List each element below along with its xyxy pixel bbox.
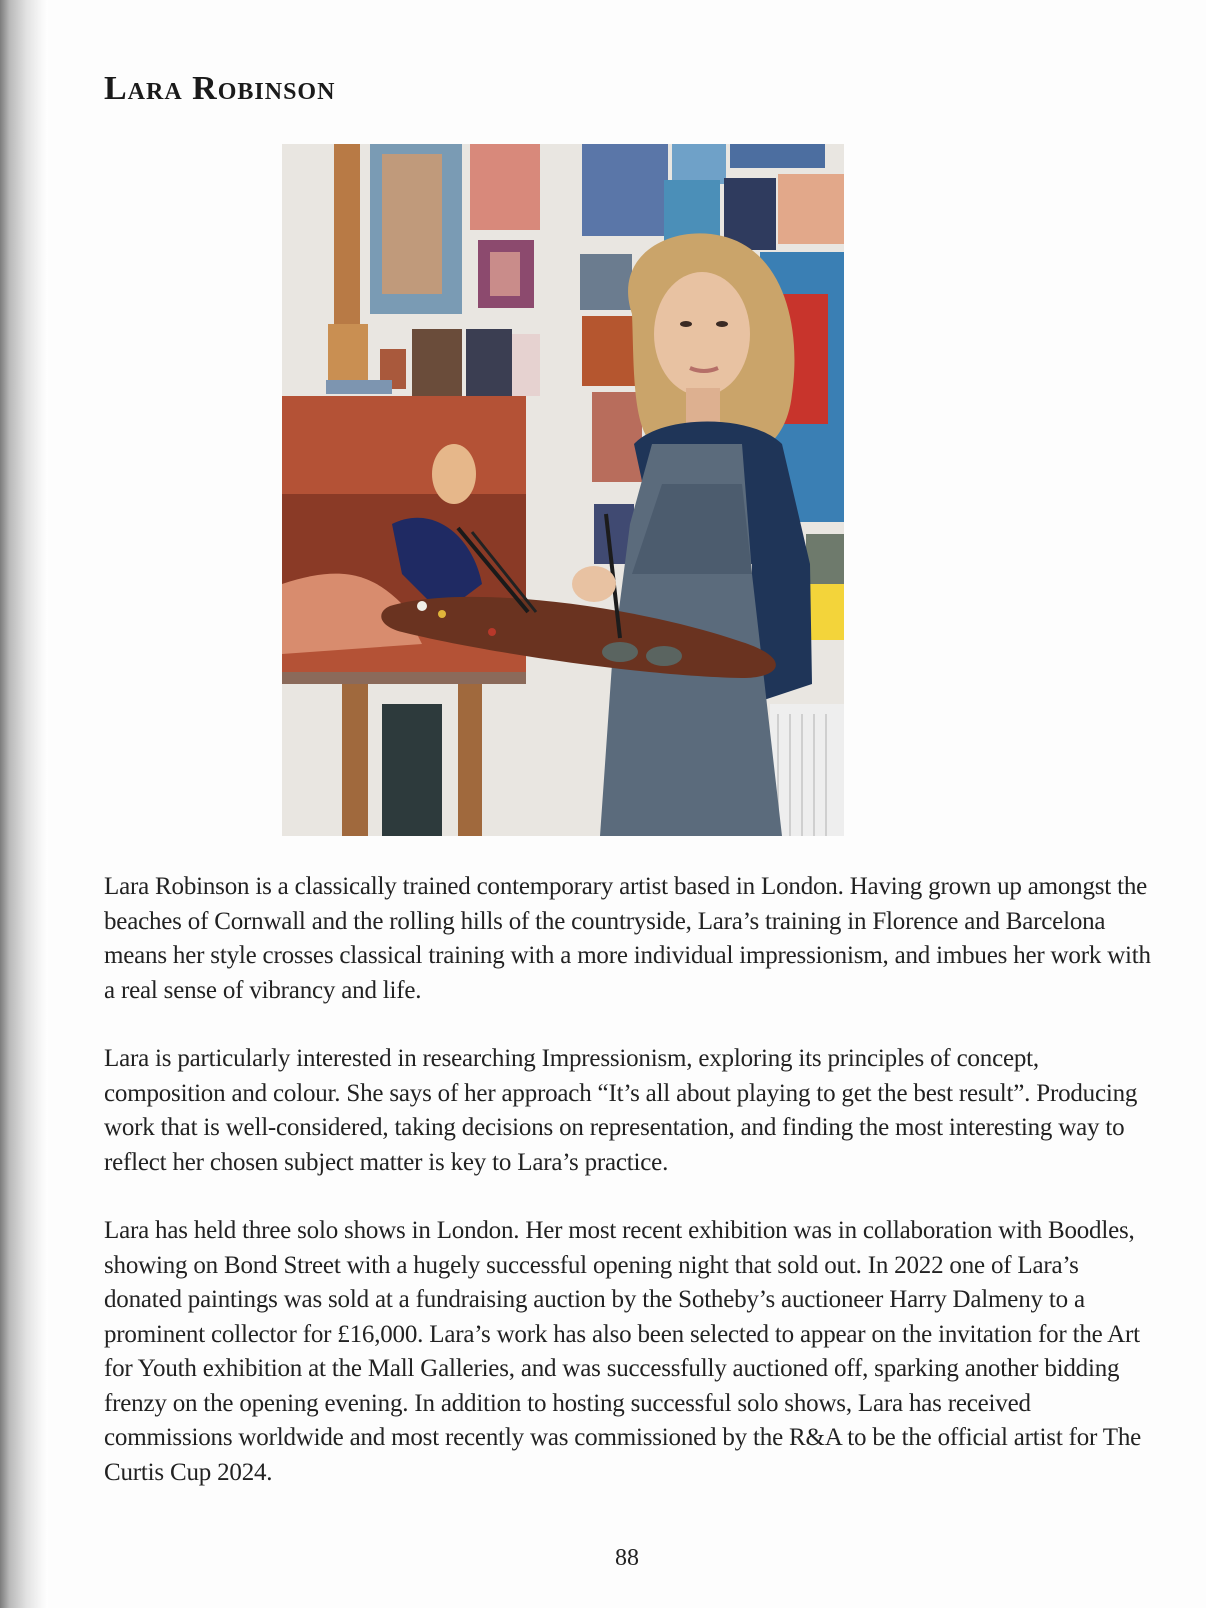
paragraph-intro: Lara Robinson is a classically trained contemporary artist based in London. Having grown up amongst the beaches of Cornwall and the rolling hills of the countryside, Lara’s training in Florence and Barcelona means her style crosses classical training with a more individual impressionism, and imbues her work with a real sense of vibrancy and life.	[104, 873, 1151, 1004]
document-page	[48, 0, 1206, 1608]
page-spine-shadow	[0, 0, 48, 1608]
body-text	[104, 870, 1154, 1524]
artist-portrait-photo	[282, 144, 844, 836]
page-number: 88	[615, 1545, 639, 1571]
page-title: Lara Robinson	[104, 70, 336, 107]
paragraph-approach: Lara is particularly interested in researching Impressionism, exploring its principles of concept, composition and colour. She says of her approach “It’s all about playing to get the best result”. Producing work that is well-considered, taking decisions on representation, and finding the most interesting way to reflect her chosen subject matter is key to Lara’s practice.	[104, 1045, 1138, 1176]
paragraph-exhibitions: Lara has held three solo shows in London. Her most recent exhibition was in collaboration with Boodles, showing on Bond Street with a hugely successful opening night that sold out. In 2022 one of Lara’s donated paintings was sold at a fundraising auction by the Sotheby’s auctioneer Harry Dalmeny to a prominent collector for £16,000. Lara’s work has also been selected to appear on the invitation for the Art for Youth exhibition at the Mall Galleries, and was successfully auctioned off, sparking another bidding frenzy on the opening evening. In addition to hosting successful solo shows, Lara has received commissions worldwide and most recently was commissioned by the R&A to be the official artist for The Curtis Cup 2024.	[104, 1217, 1142, 1486]
